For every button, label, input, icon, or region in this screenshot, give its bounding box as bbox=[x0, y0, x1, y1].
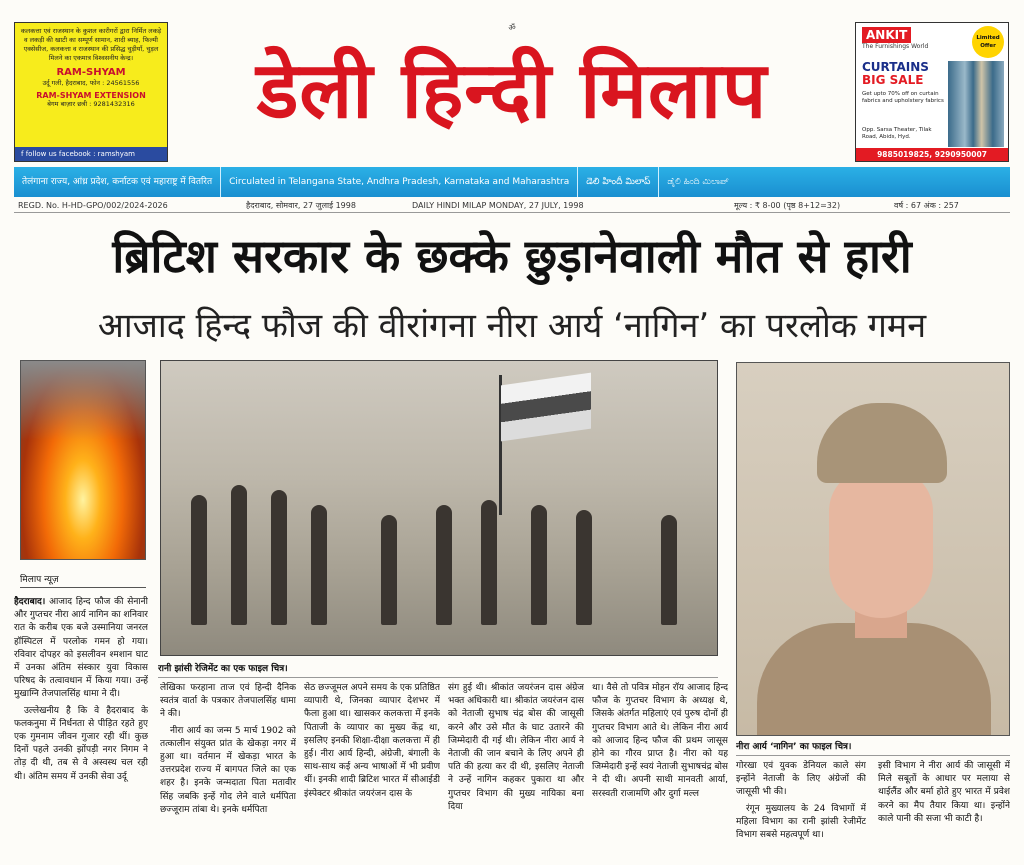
left-ad-facebook bbox=[15, 147, 167, 161]
soldier-figure bbox=[576, 510, 592, 625]
facebook-icon: f bbox=[21, 150, 24, 158]
left-ad-extension-address: बेगम बाज़ार छत्री : 9281432316 bbox=[47, 100, 135, 108]
left-ad-text: कलकत्ता एवं राजस्थान के कुशल कारीगरों द्वारा निर्मित लकड़े व लकड़ी की खाटी का सम्पूर्ण सामान, शादी ब्याह, फिल्मी एक्सेसीज, कलकत्ता व राजस्थान की प्रसिद्ध चुड़ीयाँ, चुड़ल मिलने का एकमात्र विश्वसनीय केन्द्र। bbox=[20, 27, 162, 62]
article-column-2 bbox=[160, 682, 296, 862]
paragraph: गोरखा एवं युवक डेनियल काले संग इन्होंने नेताजी के लिए अंग्रेजों की जासूसी भी की। bbox=[736, 761, 866, 798]
left-ad-name: RAM-SHYAM bbox=[56, 67, 126, 78]
circulation-telugu: డెలి హిందీ మిలాప్ bbox=[578, 167, 659, 197]
right-ad-badge: Limited Offer bbox=[972, 26, 1004, 58]
left-advertisement[interactable] bbox=[14, 22, 168, 162]
soldier-figure bbox=[311, 505, 327, 625]
soldier-figure bbox=[436, 505, 452, 625]
photo-caption: रानी झांसी रेजिमेंट का एक फाइल चित्र। bbox=[158, 660, 718, 678]
date-english: DAILY HINDI MILAP MONDAY, 27 JULY, 1998 bbox=[412, 201, 584, 210]
funeral-pyre-photo bbox=[20, 360, 146, 560]
article-column-7 bbox=[878, 760, 1010, 862]
dateline-city: हैदराबाद। bbox=[14, 597, 46, 607]
paragraph: सेठ छज्जूमल अपने समय के एक प्रतिष्ठित व्यापारी थे, जिनका व्यापार देशभर में फैला हुआ था। खासकर कलकत्ता में इनके पिताजी के व्यापार का मुख्य केंद्र था, इसलिए इनकी शिक्षा-दीक्षा कलकत्ता में ही हुई। नीरा आर्य हिन्दी, अंग्रेजी, बंगाली के साथ-साथ कई अन्य भाषाओं में भी प्रवीण थीं। इनकी शादी ब्रिटिश भारत में सीआईडी इंस्पेक्टर श्रीकांत जयरंजन दास के bbox=[304, 683, 440, 799]
soldier-figure bbox=[191, 495, 207, 625]
right-ad-tagline: The Furnishings World bbox=[862, 43, 929, 50]
portrait-neera-arya bbox=[736, 362, 1010, 736]
article-column-1 bbox=[14, 596, 148, 860]
flag bbox=[501, 373, 591, 442]
price: मूल्य : ₹ 8-00 (पृष्ठ 8+12=32) bbox=[734, 201, 841, 210]
paragraph: इसी विभाग ने नीरा आर्य की जासूसी में मिले सबूतों के आधार पर मलाया से थाईलैंड और बर्मा होते हुए भारत में प्रवेश करने का मैप तैयार किया था। इन्होंने काले पानी की सजा भी काटी है। bbox=[878, 761, 1010, 824]
article-column-5 bbox=[592, 682, 728, 862]
volume-issue: वर्ष : 67 अंक : 257 bbox=[894, 201, 959, 210]
regiment-photo bbox=[160, 360, 718, 656]
right-ad-sale: BIG SALE bbox=[862, 73, 924, 87]
registration-number: REGD. No. H-HD-GPO/002/2024-2026 bbox=[18, 201, 168, 210]
cap bbox=[817, 403, 947, 483]
curtain-image bbox=[948, 61, 1004, 147]
circulation-kannada: ಡೈಲಿ ಹಿಂದಿ ಮಿಲಾಪ್ bbox=[667, 177, 729, 187]
paragraph: उल्लेखनीय है कि वे हैदराबाद के फलकनुमा में निर्धनता से पीड़ित रहते हुए एक गुमनाम जीवन गुजार रही थीं। कुछ दिनों पहले उनकी झोंपड़ी नगर निगम ने तोड़ दी थी, तब से वे अस्वस्थ चल रही थी। अंतिम समय में उनकी सेवा उर्दू bbox=[14, 705, 148, 782]
om-mark: ॐ bbox=[508, 23, 516, 32]
paragraph-text: आजाद हिन्द फौज की सेनानी और गुप्तचर नीरा आर्य नागिन का शनिवार रात के करीब एक बजे उस्मानिया जनरल हॉस्पिटल में परलोक गमन हो गया। रविवार दोपहर को इसलीवन श्मशान घाट में उनका अंतिम संस्कार युवा विकास परिषद के तत्वावधान में किया गया। उन्हें मुखाग्नि तेजपालसिंह धामा ने दी। bbox=[14, 597, 148, 700]
right-ad-phone: 9885019825, 9290950007 bbox=[856, 148, 1008, 161]
paragraph: नीरा आर्य का जन्म 5 मार्च 1902 को तत्कालीन संयुक्त प्रांत के खेकड़ा नगर में हुआ था। वर्तमान में खेकड़ा भारत के उत्तरप्रदेश राज्य में बागपत जिले का एक शहर है। इनके जन्मदाता पिता मतावीर सिंह जबकि इन्हें गोद लेने वाले धर्मपिता छज्जूराम तांबा थे। इनके धर्मपिता bbox=[160, 725, 296, 815]
paragraph: लेखिका फरहाना ताज एवं हिन्दी दैनिक स्वतंत्र वार्ता के पत्रकार तेजपालसिंह धामा ने की। bbox=[160, 683, 296, 720]
face bbox=[829, 468, 933, 618]
soldier-figure bbox=[531, 505, 547, 625]
right-ad-brand: ANKIT bbox=[862, 27, 911, 43]
circulation-bar bbox=[14, 167, 1010, 197]
left-ad-address: उर्दू गली, हैदराबाद, फोन : 24561556 bbox=[42, 79, 140, 87]
uniform bbox=[757, 623, 991, 736]
right-ad-offer: Get upto 70% off on curtain fabrics and upholstery fabrics bbox=[862, 91, 944, 104]
soldier-figure bbox=[481, 500, 497, 625]
right-ad-address: Opp. Sarsa Theater, Tilak Road, Abids, Hyd. bbox=[862, 127, 932, 140]
issue-meta-bar bbox=[14, 199, 1010, 213]
smoke bbox=[21, 361, 145, 440]
circulation-english: Circulated in Telangana State, Andhra Pradesh, Karnataka and Maharashtra bbox=[221, 167, 578, 197]
soldier-figure bbox=[231, 485, 247, 625]
paragraph: संग हुई थी। श्रीकांत जयरंजन दास अंग्रेज भक्त अधिकारी था। श्रीकांत जयरंजन दास को नेताजी सुभाष चंद्र बोस की जासूसी करने और उसे मौत के घाट उतारने की जिम्मेदारी दी गई थी। लेकिन नीरा आर्य ने नेताजी की जान बचाने के लिए अपने ही पति की हत्या कर दी थी, इसलिए नेताजी ने उन्हें नागिन कहकर पुकारा था और गुप्तचर विभाग की मुख्य नायिका बना दिया bbox=[448, 683, 584, 812]
circulation-hindi: तेलंगाना राज्य, आंध्र प्रदेश, कर्नाटक एवं महाराष्ट्र में वितरित bbox=[14, 167, 221, 197]
sub-headline: आजाद हिन्द फौज की वीरांगना नीरा आर्य ‘नागिन’ का परलोक गमन bbox=[97, 306, 927, 346]
paragraph: रंगून मुख्यालय के 24 विभागों में महिला विभाग का रानी झांसी रेजीमेंट विभाग सबसे महत्वपूर्ण था। bbox=[736, 803, 866, 841]
article-column-3 bbox=[304, 682, 440, 862]
byline: मिलाप न्यूज़ bbox=[20, 572, 146, 588]
date-hindi: हैदराबाद, सोमवार, 27 जुलाई 1998 bbox=[246, 201, 356, 210]
right-advertisement[interactable] bbox=[855, 22, 1009, 162]
soldier-figure bbox=[661, 515, 677, 625]
paragraph: था। वैसे तो पवित्र मोहन रॉय आजाद हिन्द फौज के गुप्तचर विभाग के अध्यक्ष थे, जिसके अंतर्गत महिलाएं एवं पुरुष दोनों ही गुप्तचर विभाग आते थे। लेकिन नीरा आर्य को आजाद हिन्द फौज की प्रथम जासूस होने का गौरव प्राप्त है। नीरा को यह जिम्मेदारी इन्हें स्वयं नेताजी सुभाषचंद्र बोस ने दी थी। अपनी साथी मानवती आर्या, सरस्वती राजामणि और दुर्गा मल्ल bbox=[592, 683, 728, 799]
paragraph bbox=[14, 596, 148, 702]
portrait-caption: नीरा आर्य ‘नागिन’ का फाइल चित्र। bbox=[736, 738, 1010, 756]
left-ad-extension: RAM-SHYAM EXTENSION bbox=[36, 91, 146, 100]
soldier-figure bbox=[381, 515, 397, 625]
right-ad-curtains: CURTAINS bbox=[862, 60, 929, 74]
right-ad-headline bbox=[862, 61, 948, 87]
soldier-figure bbox=[271, 490, 287, 625]
article-column-6 bbox=[736, 760, 866, 862]
left-ad-facebook-text: follow us facebook : ramshyam bbox=[25, 150, 135, 158]
newspaper-title: डेली हिन्दी मिलाप bbox=[256, 46, 768, 136]
main-headline: ब्रिटिश सरकार के छक्के छुड़ानेवाली मौत से हारी bbox=[112, 229, 912, 283]
article-column-4 bbox=[448, 682, 584, 862]
